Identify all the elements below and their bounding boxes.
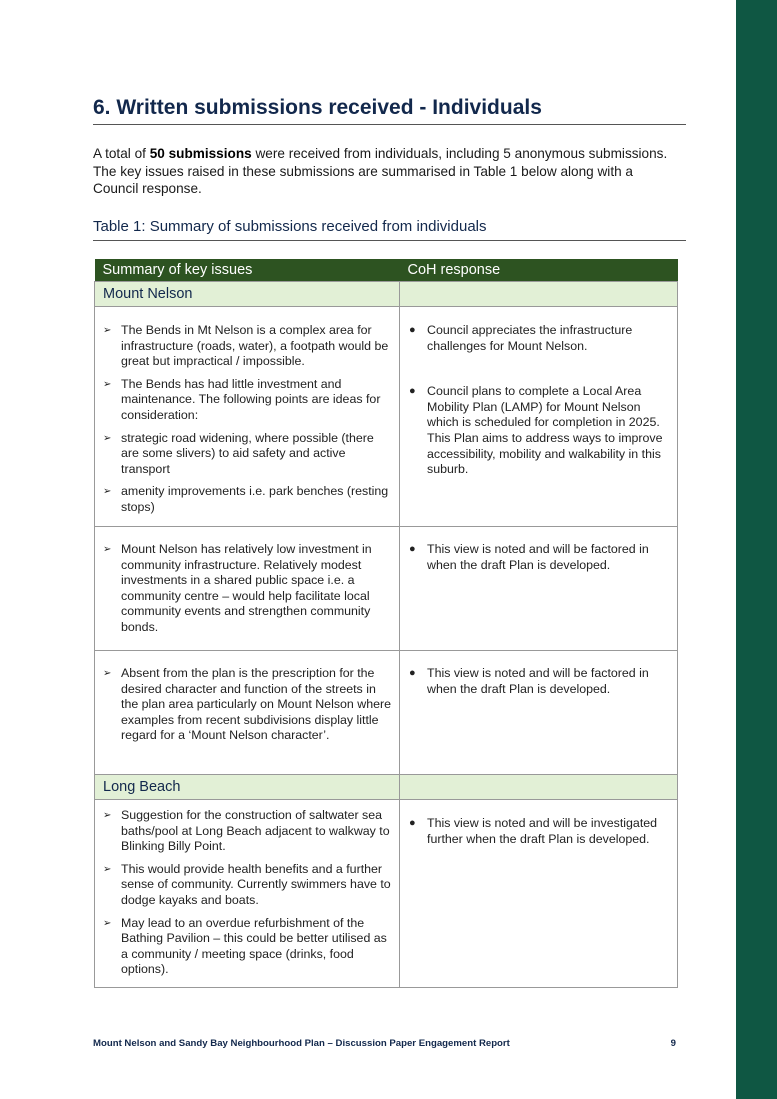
section-row-long-beach <box>95 775 678 800</box>
header-response: CoH response <box>400 259 678 282</box>
issues-list <box>95 323 391 516</box>
table-row <box>95 527 678 651</box>
table-row <box>95 800 678 988</box>
arrow-bullet-icon: ➢ <box>103 810 112 821</box>
issues-cell <box>95 651 400 775</box>
submissions-table <box>94 259 678 988</box>
response-list <box>400 323 667 478</box>
bullet-dot-icon: ● <box>409 543 416 555</box>
intro-paragraph <box>93 145 678 198</box>
response-list <box>400 542 667 573</box>
response-cell <box>400 651 678 775</box>
issues-list <box>95 542 391 636</box>
response-list <box>400 816 667 847</box>
header-issues: Summary of key issues <box>95 259 400 282</box>
list-item: ● This view is noted and will be factored in when the draft Plan is developed. <box>409 666 649 696</box>
table-row <box>95 307 678 527</box>
arrow-bullet-icon: ➢ <box>103 668 112 679</box>
response-list <box>400 666 667 697</box>
section-row-mount-nelson <box>95 282 678 307</box>
table-header-row <box>95 259 678 282</box>
intro-text-bold: 50 submissions <box>149 146 252 161</box>
arrow-bullet-icon: ➢ <box>103 917 112 929</box>
arrow-bullet-icon: ➢ <box>103 544 112 555</box>
arrow-bullet-icon: ➢ <box>103 378 112 390</box>
list-item: ➢ This would provide health benefits and a further sense of community. Currently swimmers have to dodge kayaks and boats. <box>103 861 391 907</box>
table-title: Table 1: Summary of submissions received from individuals <box>93 217 686 241</box>
table-row <box>95 651 678 775</box>
bullet-dot-icon: ● <box>409 385 416 398</box>
response-cell <box>400 307 678 527</box>
arrow-bullet-icon: ➢ <box>103 863 112 875</box>
list-item: ● Council plans to complete a Local Area Mobility Plan (LAMP) for Mount Nelson which is scheduled for completion in 2025. This Plan aims to address ways to improve accessibility, mobility and walkability in this suburb. <box>409 384 663 477</box>
list-item: ➢ amenity improvements i.e. park benches (resting stops) <box>103 484 389 514</box>
issues-cell <box>95 527 400 651</box>
issues-list <box>95 666 391 744</box>
section-label: Mount Nelson <box>95 282 400 307</box>
footer-title: Mount Nelson and Sandy Bay Neighbourhood Plan – Discussion Paper Engagement Report <box>93 1038 510 1049</box>
issues-cell <box>95 307 400 527</box>
response-cell <box>400 800 678 988</box>
list-item: ● This view is noted and will be factored in when the draft Plan is developed. <box>409 542 649 572</box>
list-item: ➢ strategic road widening, where possible (there are some slivers) to aid safety and active transport <box>103 430 374 476</box>
intro-text-before: A total of <box>93 146 150 161</box>
bullet-dot-icon: ● <box>409 817 416 829</box>
bullet-dot-icon: ● <box>409 667 416 679</box>
issues-list <box>95 808 391 978</box>
list-item: ➢ Mount Nelson has relatively low investment in community infrastructure. Relatively modest investments in a shared public space i.e. a community centre – would help facilitate local community events and strengthen community bonds. <box>103 542 372 634</box>
bullet-dot-icon: ● <box>409 324 416 336</box>
section-empty-cell <box>400 282 678 307</box>
list-item: ● This view is noted and will be investigated further when the draft Plan is developed. <box>409 816 658 846</box>
arrow-bullet-icon: ➢ <box>103 486 112 498</box>
response-cell <box>400 527 678 651</box>
page-heading: 6. Written submissions received - Individuals <box>93 94 686 125</box>
list-item: ● Council appreciates the infrastructure challenges for Mount Nelson. <box>409 323 633 353</box>
intro-text-after: were received from individuals, including 5 anonymous submissions. The key issues raised in these submissions are summarised in Table 1 below along with a Council response. <box>93 146 668 196</box>
section-label: Long Beach <box>95 775 400 800</box>
list-item: ➢ The Bends in Mt Nelson is a complex area for infrastructure (roads, water), a footpath would be great but impractical / impossible. <box>103 323 389 369</box>
list-item: ➢ May lead to an overdue refurbishment of the Bathing Pavilion – this could be better utilised as a community / meeting space (drinks, food options). <box>103 915 387 977</box>
arrow-bullet-icon: ➢ <box>103 432 112 444</box>
list-item: ➢ Suggestion for the construction of saltwater sea baths/pool at Long Beach adjacent to walkway to Blinking Billy Point. <box>103 808 390 854</box>
page-footer <box>93 1038 676 1049</box>
section-empty-cell <box>400 775 678 800</box>
list-item: ➢ Absent from the plan is the prescription for the desired character and function of the streets in the plan area particularly on Mount Nelson where examples from recent subdivisions display little regard for a ‘Mount Nelson character’. <box>103 666 391 743</box>
side-color-band <box>736 0 777 1099</box>
issues-cell <box>95 800 400 988</box>
page-number: 9 <box>670 1038 676 1049</box>
list-item: ➢ The Bends has had little investment and maintenance. The following points are ideas for consideration: <box>103 376 381 422</box>
arrow-bullet-icon: ➢ <box>103 325 112 336</box>
